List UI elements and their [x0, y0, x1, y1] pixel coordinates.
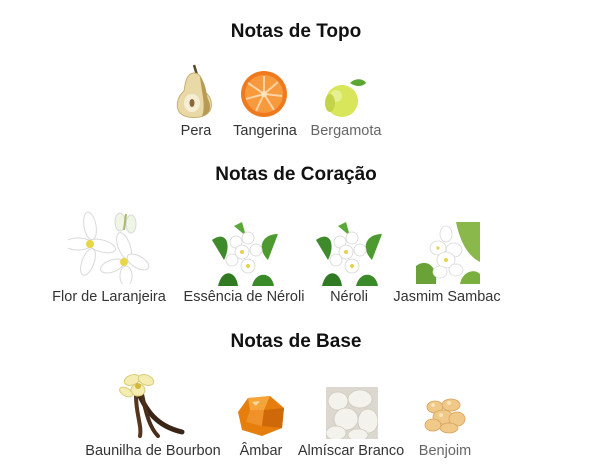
note-label-almiscar-branco: Almíscar Branco — [297, 443, 405, 459]
note-label-benjoim: Benjoim — [418, 443, 472, 459]
section-title-top-notes: Notas de Topo — [230, 21, 362, 42]
benzoin-icon — [423, 397, 467, 435]
neroli-icon — [316, 220, 382, 286]
note-label-ambar: Âmbar — [239, 443, 283, 459]
note-label-bergamota: Bergamota — [310, 123, 382, 139]
amber-icon — [232, 392, 288, 438]
note-label-pera: Pera — [180, 123, 212, 139]
note-label-neroli: Néroli — [330, 289, 368, 305]
bourbon-vanilla-icon — [116, 370, 188, 438]
tangerine-icon — [238, 69, 290, 119]
white-musk-icon — [326, 387, 378, 439]
note-label-flor-de-laranjeira: Flor de Laranjeira — [52, 289, 166, 305]
note-label-essencia-de-neroli: Essência de Néroli — [183, 289, 305, 305]
bergamot-icon — [322, 77, 368, 119]
section-title-base-notes: Notas de Base — [230, 331, 362, 352]
pear-icon — [172, 63, 218, 119]
note-label-tangerina: Tangerina — [233, 123, 297, 139]
jasmine-sambac-icon — [416, 222, 480, 284]
neroli-essence-icon — [212, 220, 278, 286]
note-label-jasmim-sambac: Jasmim Sambac — [393, 289, 501, 305]
section-title-heart-notes: Notas de Coração — [215, 164, 377, 185]
orange-blossom-icon — [68, 210, 150, 284]
note-label-baunilha-de-bourbon: Baunilha de Bourbon — [85, 443, 221, 459]
